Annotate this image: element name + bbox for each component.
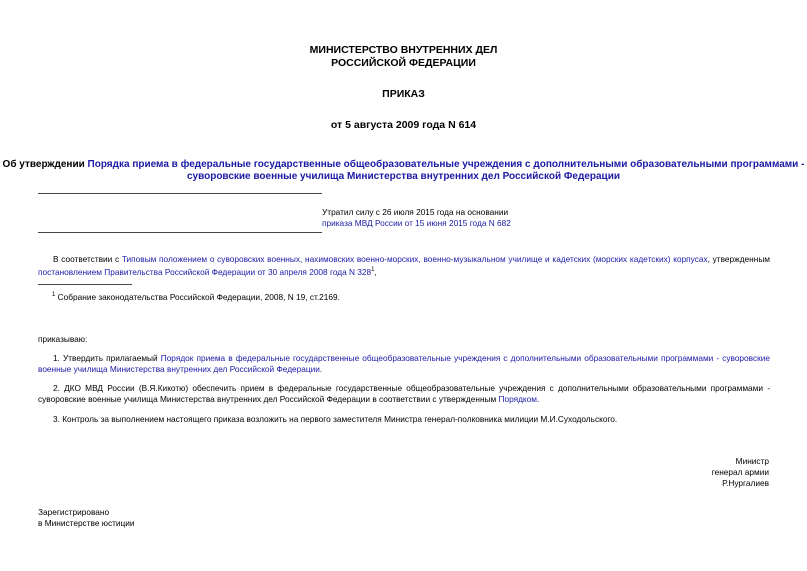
- footnote-mark[interactable]: 1: [371, 267, 375, 273]
- doc-date-number: от 5 августа 2009 года N 614: [330, 119, 477, 131]
- ministry-line-1: МИНИСТЕРСТВО ВНУТРЕННИХ ДЕЛ: [309, 44, 498, 56]
- doc-type: ПРИКАЗ: [382, 88, 425, 100]
- preamble-text: В соответствии с: [53, 254, 122, 264]
- footnote-text: Собрание законодательства Российской Федерации, 2008, N 19, ст.2169.: [57, 291, 340, 302]
- doc-title-link[interactable]: Порядка приема в федеральные государственные общеобразовательные учреждения с дополнительными образовательными программами -: [87, 159, 805, 170]
- order-item-3: 3. Контроль за выполнением настоящего приказа возложить на первого заместителя Министра генерал-полковника милиции М.И.Суходольского.: [53, 414, 618, 424]
- doc-title-line-2: [0, 171, 807, 183]
- item-text: .: [536, 394, 540, 404]
- item-text: 2. ДКО МВД России (В.Я.Кикотю) обеспечить прием в федеральные государственные общеобразовательные учреждения с дополнительными образовательными программами - суворовские военные училища Министерства внутренних дел Российской Федерации в соответствии с утвержденным: [38, 383, 770, 404]
- doc-title-line-1: [0, 159, 807, 171]
- signature-rank: генерал армии: [711, 467, 769, 477]
- registration-line-2: в Министерстве юстиции: [38, 518, 135, 528]
- divider: [38, 193, 322, 194]
- footnote-divider: [38, 284, 132, 285]
- preamble-paragraph: [38, 254, 770, 278]
- signature-title: Министр: [735, 456, 769, 466]
- order-item-1: [38, 353, 770, 375]
- divider: [38, 232, 322, 233]
- ministry-line-2: РОССИЙСКОЙ ФЕДЕРАЦИИ: [331, 57, 476, 69]
- preamble-text: , утвержденным: [707, 254, 770, 264]
- preamble-text: ,: [374, 266, 377, 277]
- footnote: [52, 290, 340, 303]
- item-text: .: [319, 364, 323, 374]
- status-text: Утратил силу с 26 июля 2015 года на основании: [322, 207, 509, 217]
- footnote-number: 1: [52, 292, 56, 298]
- preamble-link-regulation[interactable]: Типовым положением о суворовских военных, нахимовских военно-морских, военно-музыкальном училище и кадетских (морских кадетских) корпусах: [121, 254, 708, 264]
- order-word: приказываю:: [38, 334, 88, 344]
- preamble-link-resolution[interactable]: постановлением Правительства Российской Федерации от 30 апреля 2008 года N 328: [38, 266, 372, 277]
- status-link[interactable]: приказа МВД России от 15 июня 2015 года N 682: [322, 218, 511, 228]
- registration-line-1: Зарегистрировано: [38, 507, 110, 517]
- order-item-2: [38, 383, 770, 405]
- item-1-link[interactable]: Порядок приема в федеральные государственные общеобразовательные учреждения с дополнительными образовательными программами - суворовские военные училища Министерства внутренних дел Российской Федерации: [38, 353, 770, 374]
- item-text: 1. Утвердить прилагаемый: [53, 353, 161, 363]
- item-2-link[interactable]: Порядком: [498, 394, 537, 404]
- doc-title-link-cont[interactable]: суворовские военные училища Министерства внутренних дел Российской Федерации: [186, 171, 621, 182]
- signature-name: Р.Нургалиев: [722, 478, 769, 488]
- doc-title-prefix: Об утверждении: [2, 159, 88, 170]
